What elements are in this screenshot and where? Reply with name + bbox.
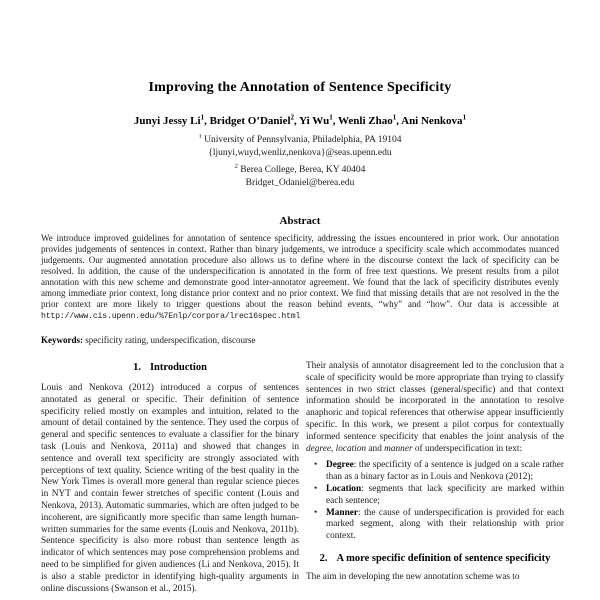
paper-title: Improving the Annotation of Sentence Specificity: [148, 80, 452, 95]
bullet-label: Manner: [326, 507, 359, 518]
affiliation-block: [41, 130, 559, 190]
author: [210, 115, 300, 127]
keywords-text: specificity rating, underspecification, discourse: [83, 334, 256, 345]
author-affil-marker: 2: [290, 113, 295, 121]
author-name: Wenli Zhao: [338, 114, 393, 127]
affil-marker: 2: [234, 162, 238, 170]
author: [299, 115, 338, 127]
author-name: Bridget O’Daniel: [209, 114, 291, 127]
term-manner: manner: [384, 443, 413, 454]
author: [401, 115, 466, 127]
author: [134, 115, 210, 127]
author-name: Yi Wu: [299, 114, 330, 127]
keywords-label: Keywords:: [41, 334, 83, 345]
bullet-icon: •: [314, 507, 318, 518]
list-item: [313, 484, 564, 508]
author-separator: ,: [332, 114, 338, 127]
author-affil-marker: 1: [392, 113, 397, 121]
affiliation-line: [41, 160, 559, 177]
author-line: [41, 113, 559, 127]
bullet-label: Location: [326, 483, 362, 494]
abstract-paragraph: [41, 233, 559, 322]
analysis-text: of underspecification in text:: [412, 443, 523, 454]
list-item: [313, 460, 564, 484]
analysis-text: and: [366, 443, 385, 454]
data-url: http://www.cis.upenn.edu/%7Enlp/corpora/lrec16spec.html: [41, 311, 301, 321]
section-number: 1.: [133, 361, 141, 373]
introduction-paragraph: Louis and Nenkova (2012) introduced a corpus of sentences annotated as general or specific. Their definition of sentence specificity relied mostly on examples and intuition, related to the amount of detail contained by the sentence. They used the corpus of general and specific sentences to evaluate a classifier for the binary task (Louis and Nenkova, 2011a) and showed that changes in sentence and overall text specificity are strongly associated with perceptions of text quality. Science writing of the best quality in the New York Times is overall more general than regular science pieces in NYT and contain fewer stretches of specific content (Louis and Nenkova, 2013). Automatic summaries, which are often judged to be incoherent, are significantly more specific than same length human-written summaries for the same events (Louis and Nenkova, 2011b). Sentence specificity is also more robust than sentence length as indicator of which sentences may pose comprehension problems and need to be simplified for given audiences (Li and Nenkova, 2015). It is also a stable predictor in identifying high-quality arguments in online discussions (Swanson et al., 2015).: [41, 382, 299, 594]
author-separator: ,: [396, 114, 402, 127]
email-line: Bridget_Odaniel@berea.edu: [245, 177, 355, 188]
author-name: Ani Nenkova: [401, 114, 463, 127]
bullet-text: : segments that lack specificity are marked within each sentence;: [326, 483, 564, 506]
bullet-text: : the specificity of a sentence is judged on a scale rather than as a binary factor as in Louis and Nenkova (2012);: [326, 460, 564, 483]
bullet-icon: •: [314, 483, 318, 494]
section-number: 2.: [319, 552, 328, 564]
bullet-label: Degree: [326, 460, 354, 471]
affiliation-line: [41, 130, 559, 147]
email-line: {ljunyi,wuyd,wenliz,nenkova}@seas.upenn.edu: [208, 147, 392, 158]
term-location: location: [335, 443, 367, 454]
author-affil-marker: 1: [329, 113, 333, 121]
analysis-paragraph: [306, 361, 564, 455]
section-title: A more specific definition of sentence specificity: [336, 552, 551, 564]
affil-marker: 1: [198, 132, 202, 140]
right-column: [306, 361, 564, 595]
analysis-text: Their analysis of annotator disagreement led to the conclusion that a scale of specificity would be more appropriate than trying to classify sentences in two strict classes (general/specific) and that context information should be incorporated in the annotation to resolve anaphoric and topical references that otherwise appear insufficiently specific. In this work, we present a pilot corpus for contextually informed sentence specificity that enables the joint analysis of the: [306, 360, 564, 442]
affiliation-text: Berea College, Berea, KY 40404: [237, 164, 366, 175]
section-title: Introduction: [149, 361, 207, 373]
two-column-body: [41, 360, 564, 595]
author-name: Junyi Jessy Li: [133, 114, 201, 127]
term-degree: degree: [306, 443, 331, 454]
abstract-heading: Abstract: [279, 214, 321, 227]
affiliation-text: University of Pennsylvania, Philadelphia, PA 19104: [201, 134, 402, 145]
keywords-line: [41, 335, 559, 346]
author-affil-marker: 1: [462, 113, 467, 121]
section-1-heading: [41, 361, 299, 375]
author-affil-marker: 1: [200, 113, 205, 121]
list-item: [313, 508, 564, 543]
author-separator: ,: [294, 114, 300, 127]
bullet-text: : the cause of underspecification is provided for each marked segment, along with their relationship with prior context.: [326, 507, 564, 542]
left-column: [41, 361, 299, 595]
author: [338, 115, 401, 127]
abstract-text: We introduce improved guidelines for annotation of sentence specificity, addressing the issues encountered in prior work. Our annotation provides judgements of sentences in context. Rather than binary judgements, we introduce a specificity scale which accommodates nuanced judgements. Our augmented annotation procedure also allows us to define where in the discourse context the lack of specificity can be resolved. In addition, the cause of the underspecification is annotated in the form of free text questions. We present results from a pilot annotation with this new scheme and demonstrate good inter-annotator agreement. We found that the lack of specificity distributes evenly among immediate prior context, long distance prior context and no prior context. We find that missing details that are not resolved in the the prior context are more likely to trigger questions about the reason behind events, “why” and “how”. Our data is accessible at: [41, 232, 559, 309]
analysis-text: ,: [330, 443, 336, 454]
bullet-icon: •: [314, 460, 318, 471]
definition-bullet-list: [313, 460, 564, 543]
author-separator: ,: [204, 114, 210, 127]
section-2-heading: [306, 552, 564, 566]
section-2-paragraph-clipped: The aim in developing the new annotation scheme was to: [306, 571, 520, 582]
